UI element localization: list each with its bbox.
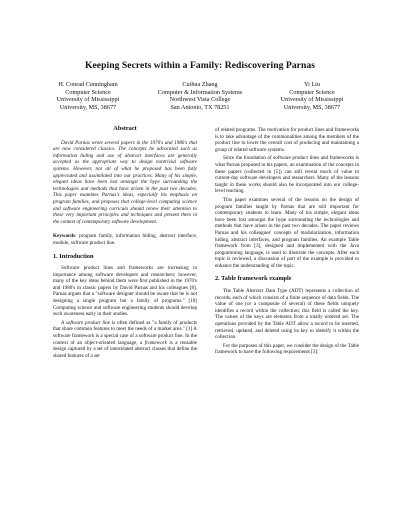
body-paragraph-4: The Table Abstract Data Type (ADT) represents a collection of records, each of which consists of a finite sequence of data fields. The value of one (or a composite of several) of these fields uniquely identifies a record within the collection; this field is called the key. The values of the keys are elements from a totally ordered set. The operations provided by the Table ADT allow a record to be inserted, retrieved, updated, and deleted using its key to identify it within the collection.	[215, 288, 359, 341]
author-3	[252, 81, 372, 112]
author-1	[28, 81, 148, 112]
author-location: University, MS, 38677	[59, 104, 117, 112]
author-institution: Northwest Vista College	[169, 96, 231, 104]
paper-title: Keeping Secrets within a Family: Rediscovering Parnas	[84, 60, 316, 71]
author-name: Cuihua Zhang	[182, 81, 218, 88]
intro-paragraph-2	[53, 320, 197, 360]
body-paragraph-1: of related programs. The motivation for product lines and frameworks is to take advantage of the commonalities among the members of the product line to lower the overall cost of producing and maintaining a group of related software systems.	[215, 127, 359, 153]
author-block	[40, 81, 360, 121]
author-2	[140, 81, 260, 112]
author-name: Yi Liu	[304, 81, 320, 88]
intro-heading: 1. Introduction	[53, 252, 94, 260]
author-location: University, MS, 38677	[283, 104, 341, 112]
text-run: is often defined as "a family of products that share common features to meet the needs of a market area." [1] A software framework is a special case of a software product line. In the context of an object-oriented language, a	[53, 319, 197, 346]
author-dept: Computer Science	[289, 88, 335, 96]
intro-paragraph-1: Software product lines and frameworks are increasing in importance among software developers and researchers; however, many of the key ideas behind them were first published in the 1970's and 1980's in classic papers by David Parnas and his colleagues [8]. Parnas argues that a "software designer should be aware that he is not designing a single program but a family of programs." [10] Computing science and software engineering students should develop such awareness early in their studies.	[53, 265, 197, 318]
body-paragraph-3: This paper examines several of the lessons on the design of program families taught by Parnas that are still important for contemporary students to learn. Many of his simple, elegant ideas have been lost amongst the hype surrounding the technologies and methods that have arisen in the past two decades. The paper reviews Parnas and his colleagues' concepts of modularization, information hiding, abstract interfaces, and program families. An example Table framework from [3], designed and implemented with the Java programming language, is used to illustrate the concepts. After each topic is reviewed, a discussion of part of the example is provided to enhance the understanding of the topic.	[215, 196, 359, 269]
keywords-label: Keywords	[53, 233, 76, 240]
abstract-text: David Parnas wrote several papers in the 1970's and 1980's that are now considered classics. The concepts he advocated such as information hiding and use of abstract interfaces are generally accepted as the appropriate way to design nontrivial software systems. However, not all of what he proposed has been fully appreciated and assimilated into our practices. Many of his simple, elegant ideas have been lost amongst the hype surrounding the technologies and methods that have arisen in the past two decades. This paper examines Parnas's ideas, especially his emphasis on program families, and proposes that college-level computing science and software engineering curricula should renew their attention to these very important principles and techniques and present them in the context of contemporary software development.	[53, 139, 197, 225]
emphasis: framework	[144, 339, 167, 346]
abstract-heading: Abstract	[113, 125, 137, 132]
left-column	[53, 126, 197, 361]
keywords-text: : program family, information hiding, abstract interface, module, software product line.	[53, 233, 197, 246]
author-name: H. Conrad Cunningham	[58, 81, 118, 88]
author-dept: Computer & Information Systems	[157, 88, 243, 96]
author-location: San Antonio, TX 78251	[170, 104, 230, 112]
keywords	[53, 233, 197, 246]
body-paragraph-2: Since the foundation of software product lines and frameworks is what Parnas proposed in his papers, an examination of the concepts in these papers (collected in [5]) can still reveal much of value to current-day software developers and researchers. Many of the lessons taught in these works should also be incorporated into our college-level teaching.	[215, 155, 359, 195]
emphasis: A software product line	[61, 319, 110, 326]
text-run: is a reusable design captured by a set of interrelated abstract classes that define the shared features of a set	[53, 339, 198, 359]
author-institution: University of Mississippi	[280, 96, 344, 104]
author-dept: Computer Science	[65, 88, 111, 96]
author-institution: University of Mississippi	[56, 96, 120, 104]
section-2-heading: 2. Table framework example	[215, 275, 292, 283]
body-paragraph-5: For the purposes of this paper, we consider the design of the Table framework to have the following requirements [3]:	[215, 342, 359, 356]
right-column	[215, 127, 359, 358]
